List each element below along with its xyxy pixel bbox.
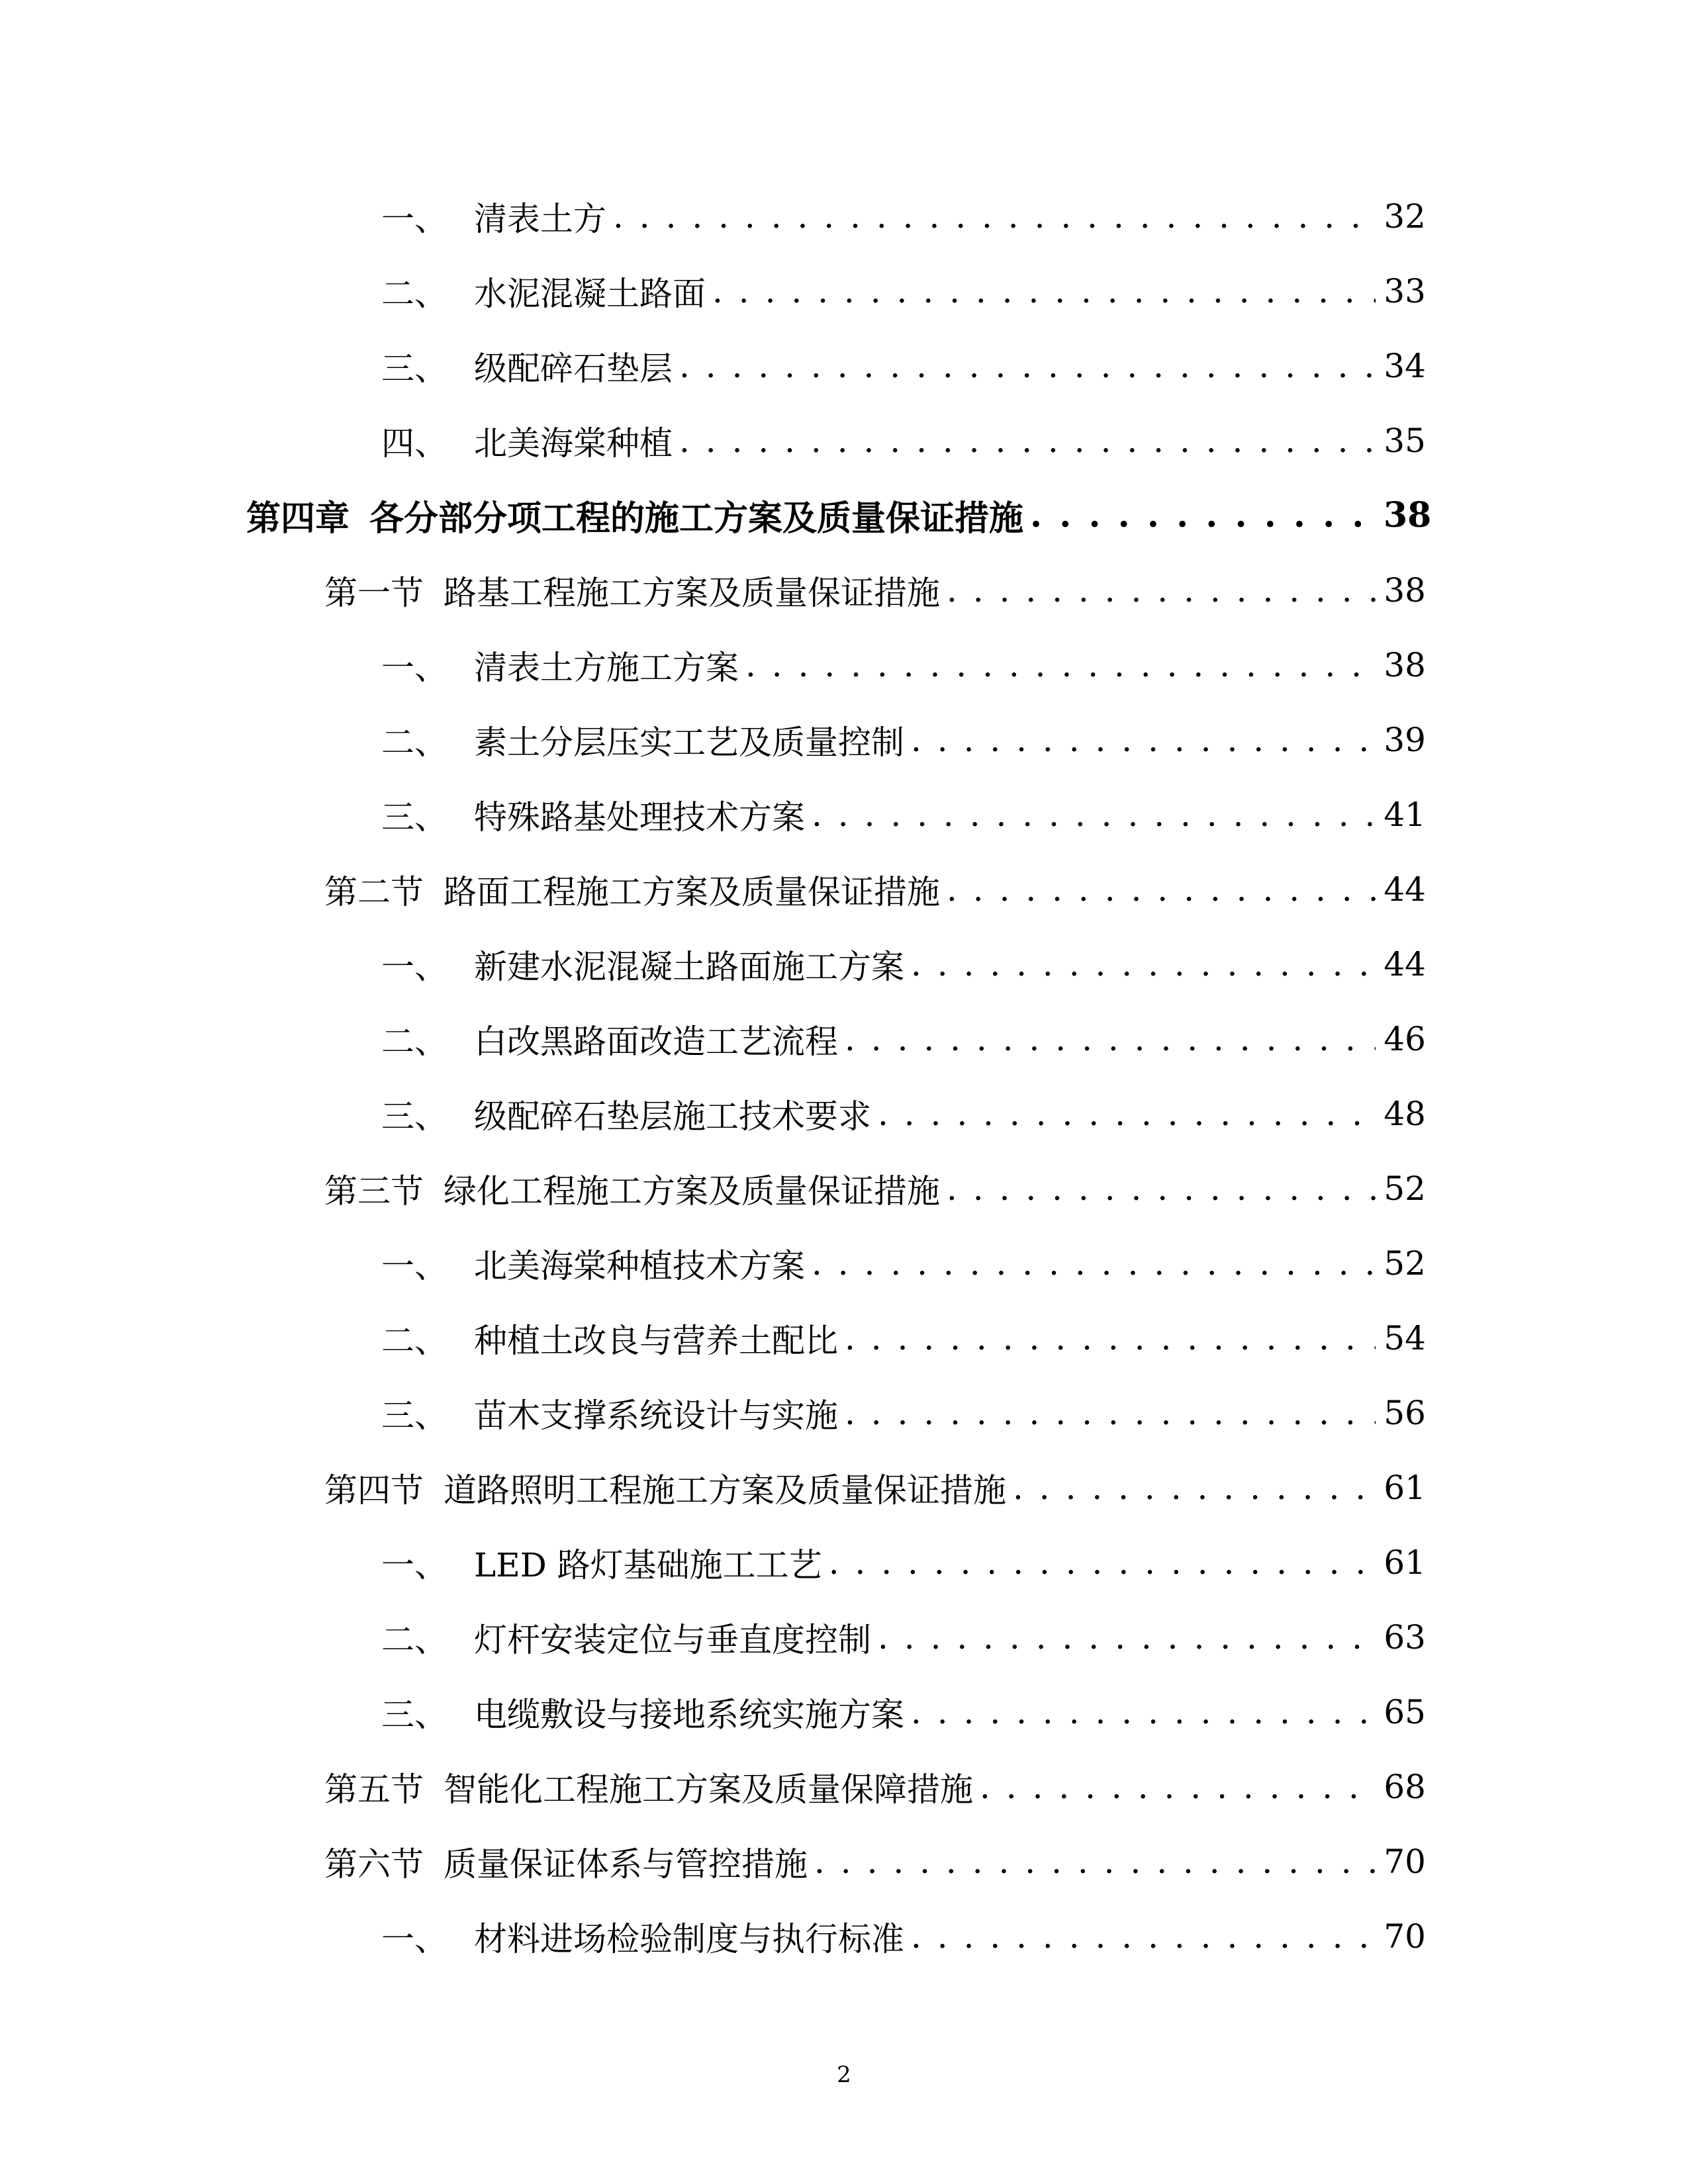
toc-dot-leader xyxy=(814,1842,1376,1882)
toc-entry-number: 第二节 xyxy=(324,872,424,911)
toc-entry-number: 一、 xyxy=(381,1919,447,1958)
toc-entry-page: 46 xyxy=(1383,1019,1426,1058)
toc-dot-leader xyxy=(829,1543,1376,1582)
toc-entry-page: 56 xyxy=(1383,1393,1426,1432)
toc-dot-leader xyxy=(845,1019,1376,1059)
toc-dot-leader xyxy=(812,1244,1376,1283)
toc-dot-leader xyxy=(947,1169,1376,1208)
toc-dot-leader xyxy=(712,271,1376,311)
toc-dot-leader xyxy=(745,645,1376,685)
toc-entry[interactable] xyxy=(0,179,1688,253)
toc-entry-title: 新建水泥混凝土路面施工方案 xyxy=(474,947,904,986)
toc-entry-page: 38 xyxy=(1383,570,1426,610)
table-of-contents xyxy=(0,179,1688,1974)
toc-dot-leader xyxy=(1030,496,1376,535)
toc-entry-number: 第三节 xyxy=(324,1171,424,1210)
toc-entry-number: 三、 xyxy=(381,349,447,388)
toc-entry-title: 灯杆安装定位与垂直度控制 xyxy=(474,1620,871,1659)
toc-entry[interactable] xyxy=(0,1674,1688,1749)
toc-entry-page: 63 xyxy=(1383,1617,1426,1657)
toc-entry-title: 种植土改良与营养土配比 xyxy=(474,1321,838,1360)
toc-entry-title: 苗木支撑系统设计与实施 xyxy=(474,1396,838,1435)
toc-entry-page: 41 xyxy=(1383,795,1426,834)
toc-entry-page: 54 xyxy=(1383,1318,1426,1357)
toc-entry[interactable] xyxy=(0,328,1688,403)
toc-entry[interactable] xyxy=(0,1450,1688,1525)
toc-entry[interactable] xyxy=(0,702,1688,777)
toc-entry-page: 52 xyxy=(1383,1169,1426,1208)
toc-entry-page: 68 xyxy=(1383,1767,1426,1806)
toc-entry[interactable] xyxy=(0,1076,1688,1151)
toc-dot-leader xyxy=(613,197,1376,236)
toc-entry[interactable] xyxy=(0,1226,1688,1300)
toc-entry[interactable] xyxy=(0,1375,1688,1450)
toc-entry-title: 级配碎石垫层施工技术要求 xyxy=(474,1097,871,1136)
toc-entry[interactable] xyxy=(0,478,1688,553)
toc-entry-title: 道路照明工程施工方案及质量保证措施 xyxy=(444,1471,1006,1510)
toc-entry-page: 33 xyxy=(1383,271,1426,310)
toc-entry[interactable] xyxy=(0,1749,1688,1824)
toc-entry-number: 第四章 xyxy=(246,498,350,539)
toc-entry-page: 48 xyxy=(1383,1094,1426,1133)
toc-entry-number: 二、 xyxy=(381,1321,447,1360)
toc-entry-title: 北美海棠种植技术方案 xyxy=(474,1246,805,1285)
toc-entry-page: 61 xyxy=(1383,1468,1426,1507)
toc-entry-number: 第五节 xyxy=(324,1770,424,1809)
toc-entry-page: 70 xyxy=(1383,1917,1426,1956)
toc-entry-page: 34 xyxy=(1383,346,1426,385)
toc-entry[interactable] xyxy=(0,1300,1688,1375)
toc-entry-title: LED 路灯基础施工工艺 xyxy=(474,1545,822,1584)
toc-entry[interactable] xyxy=(0,1824,1688,1899)
toc-entry-title: 清表土方施工方案 xyxy=(474,648,739,687)
toc-entry-page: 38 xyxy=(1383,645,1426,684)
toc-entry[interactable] xyxy=(0,253,1688,328)
toc-entry-title: 素土分层压实工艺及质量控制 xyxy=(474,723,904,762)
toc-entry-page: 38 xyxy=(1383,495,1432,535)
toc-entry-title: 级配碎石垫层 xyxy=(474,349,673,388)
toc-dot-leader xyxy=(911,1692,1376,1732)
toc-entry-number: 第六节 xyxy=(324,1844,424,1884)
toc-entry-number: 一、 xyxy=(381,947,447,986)
toc-dot-leader xyxy=(679,421,1376,461)
toc-entry-page: 39 xyxy=(1383,720,1426,759)
toc-entry[interactable] xyxy=(0,403,1688,478)
toc-entry-number: 一、 xyxy=(381,199,447,238)
toc-entry-title: 电缆敷设与接地系统实施方案 xyxy=(474,1695,904,1734)
toc-dot-leader xyxy=(878,1094,1376,1134)
toc-dot-leader xyxy=(947,870,1376,909)
toc-entry-number: 第一节 xyxy=(324,573,424,612)
toc-dot-leader xyxy=(1013,1468,1376,1508)
toc-entry-title: 各分部分项工程的施工方案及质量保证措施 xyxy=(369,498,1024,539)
toc-entry-page: 52 xyxy=(1383,1244,1426,1283)
toc-entry-page: 70 xyxy=(1383,1842,1426,1881)
toc-entry-number: 一、 xyxy=(381,1246,447,1285)
toc-entry-page: 44 xyxy=(1383,870,1426,909)
toc-entry-number: 二、 xyxy=(381,1022,447,1061)
toc-dot-leader xyxy=(812,795,1376,835)
toc-dot-leader xyxy=(911,944,1376,984)
toc-entry-number: 三、 xyxy=(381,1396,447,1435)
toc-entry[interactable] xyxy=(0,1001,1688,1076)
toc-entry-page: 61 xyxy=(1383,1543,1426,1582)
toc-entry-number: 三、 xyxy=(381,1097,447,1136)
toc-entry-number: 二、 xyxy=(381,1620,447,1659)
toc-dot-leader xyxy=(845,1393,1376,1433)
toc-entry[interactable] xyxy=(0,1600,1688,1674)
toc-entry-title: 绿化工程施工方案及质量保证措施 xyxy=(444,1171,940,1210)
toc-entry-title: 智能化工程施工方案及质量保障措施 xyxy=(444,1770,973,1809)
toc-dot-leader xyxy=(980,1767,1376,1807)
toc-dot-leader xyxy=(679,346,1376,386)
toc-entry-title: 水泥混凝土路面 xyxy=(474,274,706,313)
toc-entry-title: 路基工程施工方案及质量保证措施 xyxy=(444,573,940,612)
toc-entry[interactable] xyxy=(0,553,1688,627)
toc-entry-title: 清表土方 xyxy=(474,199,606,238)
toc-entry[interactable] xyxy=(0,927,1688,1001)
toc-entry-title: 白改黑路面改造工艺流程 xyxy=(474,1022,838,1061)
toc-entry-title: 材料进场检验制度与执行标准 xyxy=(474,1919,904,1958)
toc-entry[interactable] xyxy=(0,1151,1688,1226)
toc-dot-leader xyxy=(911,1917,1376,1956)
page-number: 2 xyxy=(837,2062,851,2088)
toc-dot-leader xyxy=(947,570,1376,610)
toc-entry[interactable] xyxy=(0,627,1688,702)
toc-entry-page: 44 xyxy=(1383,944,1426,983)
toc-entry-number: 第四节 xyxy=(324,1471,424,1510)
toc-entry[interactable] xyxy=(0,777,1688,852)
toc-entry[interactable] xyxy=(0,852,1688,927)
toc-entry-page: 32 xyxy=(1383,197,1426,236)
toc-entry-title: 路面工程施工方案及质量保证措施 xyxy=(444,872,940,911)
toc-entry-number: 一、 xyxy=(381,1545,447,1584)
toc-dot-leader xyxy=(911,720,1376,760)
toc-entry-number: 二、 xyxy=(381,274,447,313)
toc-entry-number: 三、 xyxy=(381,1695,447,1734)
toc-entry-page: 35 xyxy=(1383,421,1426,460)
toc-dot-leader xyxy=(845,1318,1376,1358)
toc-entry-number: 二、 xyxy=(381,723,447,762)
toc-entry-number: 三、 xyxy=(381,797,447,837)
toc-entry-title: 质量保证体系与管控措施 xyxy=(444,1844,808,1884)
toc-entry[interactable] xyxy=(0,1525,1688,1600)
toc-entry-page: 65 xyxy=(1383,1692,1426,1731)
toc-entry-number: 一、 xyxy=(381,648,447,687)
toc-entry-title: 特殊路基处理技术方案 xyxy=(474,797,805,837)
toc-entry-number: 四、 xyxy=(381,424,447,463)
toc-entry[interactable] xyxy=(0,1899,1688,1974)
toc-entry-title: 北美海棠种植 xyxy=(474,424,673,463)
toc-dot-leader xyxy=(878,1617,1376,1657)
